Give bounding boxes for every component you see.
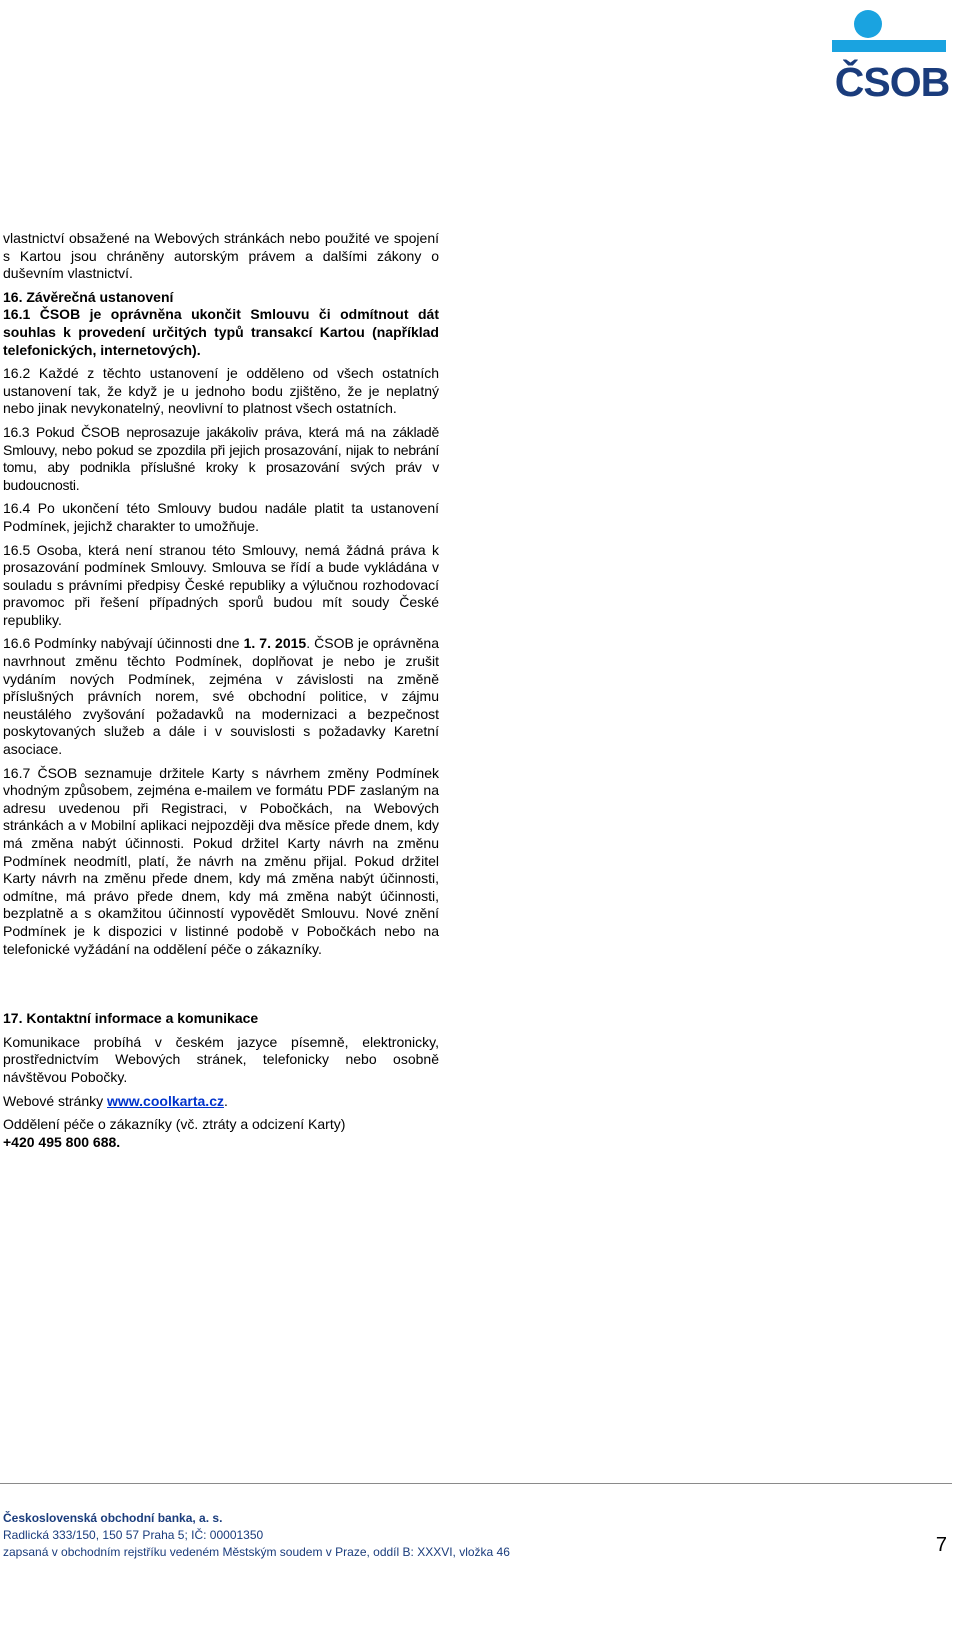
- section-16-1: 16.1 ČSOB je oprávněna ukončit Smlouvu či odmítnout dát souhlas k provedení určitých typů transakcí Kartou (například telefonických, internetových).: [3, 306, 439, 358]
- section-16-2: 16.2 Každé z těchto ustanovení je odděleno od všech ostatních ustanovení tak, že když je u jednoho bodu zjištěno, že je neplatný nebo jinak nevykonatelný, neovlivní to platnost všech ostatních.: [3, 365, 439, 417]
- website-label: Webové stránky: [3, 1092, 108, 1109]
- section-16-3: 16.3 Pokud ČSOB neprosazuje jakákoliv práva, která má na základě Smlouvy, nebo pokud se zpozdila při jejich prosazování, nijak to nebrání tomu, aby podnikla příslušné kroky k prosazování svých práv v budoucnosti.: [3, 423, 439, 493]
- section-16-7: 16.7 ČSOB seznamuje držitele Karty s návrhem změny Podmínek vhodným způsobem, zejména e-mailem ve formátu PDF zaslaným na adresu uvedenou při Registraci, v Pobočkách, na Webových stránkách a v Mobilní aplikaci nejpozději dva měsíce přede dnem, kdy má změna nabýt účinnosti. Pokud držitel Karty návrh na změnu Podmínek neodmítl, platí, že návrh na změnu přijal. Pokud držitel Karty návrh na změnu přede dnem, kdy má změna nabýt účinnosti, odmítne, má právo přede dnem, kdy má změna nabýt účinnosti, bezplatně a s okamžitou účinností vypovědět Smlouvu. Nové znění Podmínek je k dispozici v listinné podobě v Pobočkách nebo na telefonické vyžádání na oddělení péče o zákazníky.: [3, 764, 439, 957]
- effective-date: 1. 7. 2015: [243, 635, 307, 652]
- page-number: 7: [935, 1534, 947, 1556]
- customer-care-label: Oddělení péče o zákazníky (vč. ztráty a odcizení Karty): [3, 1116, 346, 1133]
- footer-divider: [0, 1483, 952, 1484]
- section-16-6-post: . ČSOB je oprávněna navrhnout změnu těchto Podmínek, doplňovat je nebo je zrušit vydáním nových Podmínek, zejména v závislosti na změně příslušných právních norem, své obchodní politice, v zájmu neustálého zvyšování požadavků na modernizaci a bezpečnost poskytovaných služeb a dále i v souvislosti s požadavky Karetní asociace.: [3, 635, 439, 758]
- document-body: [3, 230, 439, 1151]
- website-link[interactable]: www.coolkarta.cz: [107, 1092, 224, 1109]
- section-17-heading: 17. Kontaktní informace a komunikace: [3, 1010, 259, 1027]
- csob-logo: [830, 4, 955, 102]
- section-16-4: 16.4 Po ukončení této Smlouvy budou nadále platit ta ustanovení Podmínek, jejichž charakter to umožňuje.: [3, 500, 439, 534]
- section-16-5: 16.5 Osoba, která není stranou této Smlouvy, nemá žádná práva k prosazování podmínek Smlouvy. Smlouva se řídí a bude vykládána v souladu s právními předpisy České republiky a výlučnou rozhodovací pravomoc při řešení případných sporů budou mít soudy České republiky.: [3, 541, 439, 628]
- footer: [3, 1510, 863, 1561]
- website-end: .: [223, 1092, 228, 1109]
- intro-paragraph: vlastnictví obsažené na Webových stránkách nebo použité ve spojení s Kartou jsou chráněny autorským právem a dalšími zákony o duševním vlastnictví.: [3, 230, 439, 282]
- section-16-6: [3, 635, 439, 758]
- logo-text: ČSOB: [834, 59, 950, 102]
- section-16-heading: 16. Závěrečná ustanovení: [3, 288, 174, 305]
- footer-bank-name: Československá obchodní banka, a. s.: [3, 1511, 223, 1525]
- section-17-communication: Komunikace probíhá v českém jazyce písemně, elektronicky, prostřednictvím Webových stránek, telefonicky nebo osobně návštěvou Pobočky.: [3, 1033, 439, 1085]
- footer-address: Radlická 333/150, 150 57 Praha 5; IČ: 00001350: [3, 1528, 264, 1542]
- footer-registry: zapsaná v obchodním rejstříku vedeném Městským soudem v Praze, oddíl B: XXXVI, vložka 46: [3, 1545, 510, 1559]
- customer-care-phone: +420 495 800 688.: [3, 1133, 121, 1150]
- section-16-6-pre: 16.6 Podmínky nabývají účinnosti dne: [3, 635, 244, 652]
- section-17-website: [3, 1093, 439, 1111]
